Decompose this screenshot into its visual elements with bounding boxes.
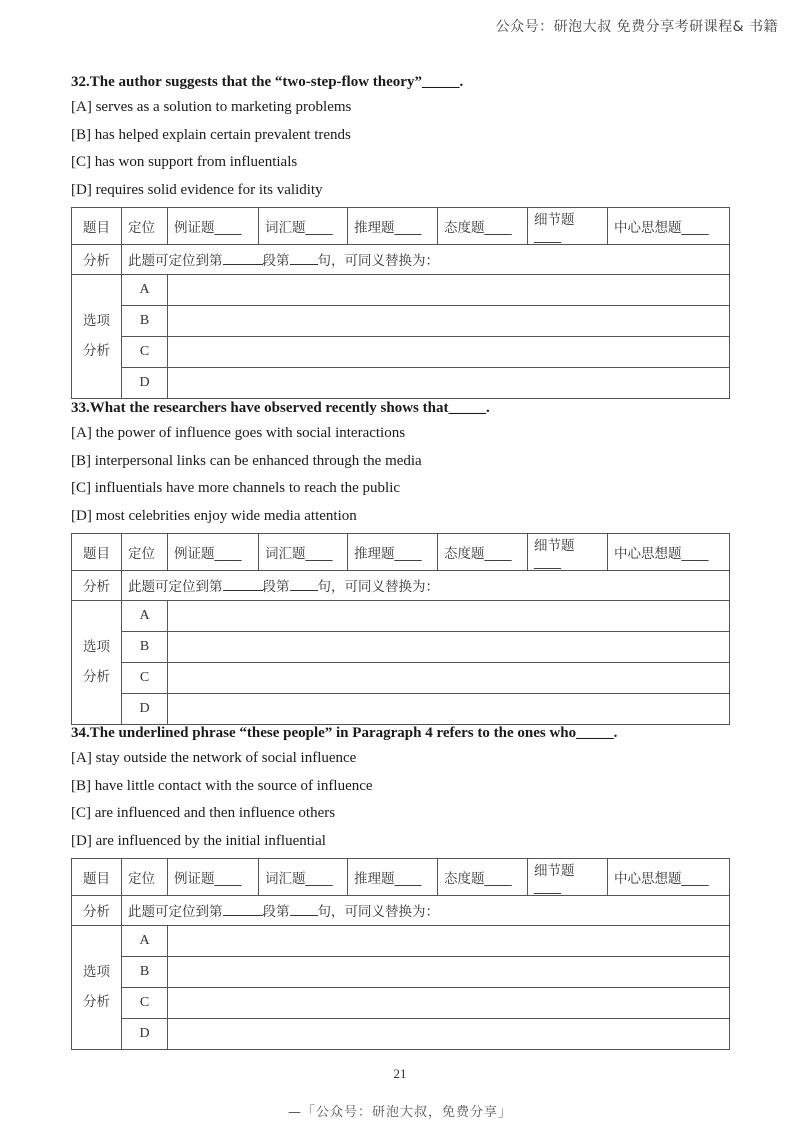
paragraph-blank[interactable] [223, 576, 263, 591]
option-c: [C] has won support from influentials [71, 154, 298, 171]
question-33 [71, 396, 731, 725]
option-d: [D] are influenced by the initial influential [71, 833, 326, 850]
locate-line[interactable] [122, 895, 730, 925]
type-inference[interactable]: 推理题____ [348, 533, 438, 570]
type-example[interactable]: 例证题____ [168, 858, 259, 895]
question-title: 33.What the researchers have observed recently shows that_____. [71, 400, 490, 416]
type-main-idea[interactable]: 中心思想题____ [608, 533, 730, 570]
option-c-analysis-cell[interactable] [168, 336, 730, 367]
options-label-1: 选项 [83, 964, 110, 981]
type-example[interactable]: 例证题____ [168, 207, 259, 244]
options-analysis-label [72, 925, 122, 1049]
option-b: [B] has helped explain certain prevalent trends [71, 126, 351, 143]
option-letter-b: B [122, 956, 168, 987]
option-a-analysis-cell[interactable] [168, 274, 730, 305]
option-d-analysis-cell[interactable] [168, 367, 730, 398]
option-letter-d: D [122, 693, 168, 724]
option-c: [C] are influenced and then influence others [71, 805, 336, 822]
option-b: [B] interpersonal links can be enhanced through the media [71, 452, 422, 469]
type-attitude[interactable]: 态度题____ [438, 858, 528, 895]
label-fenxi: 分析 [72, 244, 122, 274]
type-attitude[interactable]: 态度题____ [438, 533, 528, 570]
option-b-analysis-cell[interactable] [168, 305, 730, 336]
option-d-analysis-cell[interactable] [168, 693, 730, 724]
type-example[interactable]: 例证题____ [168, 533, 259, 570]
label-dingwei: 定位 [122, 858, 168, 895]
type-detail[interactable]: 细节题____ [528, 858, 608, 895]
option-letter-d: D [122, 1018, 168, 1049]
type-inference[interactable]: 推理题____ [348, 207, 438, 244]
option-b: [B] have little contact with the source of influence [71, 777, 373, 794]
page-number: 21 [393, 1066, 407, 1081]
option-letter-c: C [122, 662, 168, 693]
locate-prefix: 此题可定位到第 [128, 579, 223, 596]
locate-prefix: 此题可定位到第 [128, 253, 223, 270]
option-d: [D] most celebrities enjoy wide media attention [71, 508, 357, 525]
option-letter-c: C [122, 336, 168, 367]
locate-suffix: 句，可同义替换为： [317, 253, 439, 270]
sentence-blank[interactable] [290, 576, 318, 591]
footer-note: —「公众号：研泡大叔，免费分享」 [287, 1105, 512, 1120]
type-vocabulary[interactable]: 词汇题____ [259, 533, 348, 570]
type-inference[interactable]: 推理题____ [348, 858, 438, 895]
type-vocabulary[interactable]: 词汇题____ [259, 858, 348, 895]
option-a: [A] stay outside the network of social influence [71, 750, 357, 766]
locate-mid: 段第 [262, 904, 290, 921]
option-a-analysis-cell[interactable] [168, 925, 730, 956]
paragraph-blank[interactable] [223, 250, 263, 265]
analysis-table [71, 858, 730, 1050]
options-label-1: 选项 [83, 313, 110, 330]
question-34 [71, 721, 731, 1050]
option-a: [A] serves as a solution to marketing problems [71, 99, 352, 115]
option-c-analysis-cell[interactable] [168, 987, 730, 1018]
locate-line[interactable] [122, 570, 730, 600]
type-vocabulary[interactable]: 词汇题____ [259, 207, 348, 244]
option-a: [A] the power of influence goes with social interactions [71, 425, 406, 441]
locate-suffix: 句，可同义替换为： [317, 579, 439, 596]
locate-mid: 段第 [262, 253, 290, 270]
locate-mid: 段第 [262, 579, 290, 596]
sentence-blank[interactable] [290, 250, 318, 265]
type-attitude[interactable]: 态度题____ [438, 207, 528, 244]
label-dingwei: 定位 [122, 533, 168, 570]
option-letter-a: A [122, 274, 168, 305]
option-letter-a: A [122, 600, 168, 631]
option-letter-c: C [122, 987, 168, 1018]
question-32 [71, 70, 731, 399]
analysis-table [71, 207, 730, 399]
type-main-idea[interactable]: 中心思想题____ [608, 207, 730, 244]
option-letter-b: B [122, 305, 168, 336]
label-dingwei: 定位 [122, 207, 168, 244]
locate-line[interactable] [122, 244, 730, 274]
question-title: 32.The author suggests that the “two-step-flow theory”_____. [71, 74, 464, 90]
label-fenxi: 分析 [72, 895, 122, 925]
label-timu: 题目 [72, 533, 122, 570]
header-note: 公众号：研泡大叔 免费分享考研课程& 书籍 [495, 19, 778, 35]
sentence-blank[interactable] [290, 901, 318, 916]
options-label-2: 分析 [83, 669, 110, 686]
label-timu: 题目 [72, 207, 122, 244]
paragraph-blank[interactable] [223, 901, 263, 916]
option-letter-a: A [122, 925, 168, 956]
analysis-table [71, 533, 730, 725]
options-label-1: 选项 [83, 639, 110, 656]
options-analysis-label [72, 600, 122, 724]
option-letter-b: B [122, 631, 168, 662]
option-a-analysis-cell[interactable] [168, 600, 730, 631]
option-b-analysis-cell[interactable] [168, 631, 730, 662]
option-letter-d: D [122, 367, 168, 398]
type-detail[interactable]: 细节题____ [528, 207, 608, 244]
option-b-analysis-cell[interactable] [168, 956, 730, 987]
option-d-analysis-cell[interactable] [168, 1018, 730, 1049]
question-title: 34.The underlined phrase “these people” in Paragraph 4 refers to the ones who_____. [71, 725, 618, 741]
locate-suffix: 句，可同义替换为： [317, 904, 439, 921]
option-d: [D] requires solid evidence for its validity [71, 182, 323, 199]
locate-prefix: 此题可定位到第 [128, 904, 223, 921]
type-detail[interactable]: 细节题____ [528, 533, 608, 570]
label-timu: 题目 [72, 858, 122, 895]
type-main-idea[interactable]: 中心思想题____ [608, 858, 730, 895]
options-label-2: 分析 [83, 343, 110, 360]
option-c: [C] influentials have more channels to reach the public [71, 480, 401, 497]
options-label-2: 分析 [83, 994, 110, 1011]
option-c-analysis-cell[interactable] [168, 662, 730, 693]
options-analysis-label [72, 274, 122, 398]
label-fenxi: 分析 [72, 570, 122, 600]
